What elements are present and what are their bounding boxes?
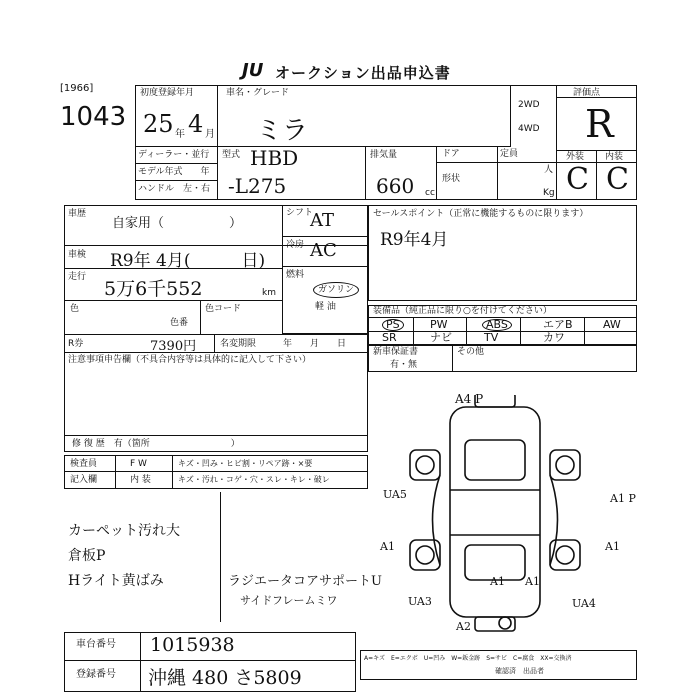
color-code-label: 色コード (205, 304, 242, 314)
damage-mark-6: A1 P (610, 492, 636, 505)
fw-label: F W (130, 459, 147, 469)
shift-label: シフト (286, 208, 314, 218)
plate-value: 沖縄 480 さ5809 (148, 667, 302, 689)
damage-mark-8: UA3 (408, 595, 432, 608)
note-line-1: カーペット汚れ大 (68, 523, 180, 539)
fuel-label: 燃料 (286, 270, 305, 280)
recycle-value: 7390円 (150, 339, 197, 354)
reg-year: 25 (143, 110, 174, 138)
shape-label: 形状 (442, 174, 461, 184)
recycle-label: R券 (68, 339, 84, 349)
damage-mark-5: A1 (525, 575, 540, 588)
equip-ps: PS (382, 319, 404, 331)
cc-unit: cc (425, 188, 435, 198)
drive-2wd: 2WD (518, 100, 540, 110)
note-line-3: Hライト黄ばみ (68, 573, 164, 589)
equip-pw: PW (430, 318, 448, 331)
equip-abs: ABS (482, 319, 512, 331)
damage-mark-10: A2 (456, 620, 471, 633)
form-code: [1966] (60, 83, 94, 94)
car-name-label: 車名・グレード (226, 88, 290, 98)
equip-navi: ナビ (430, 331, 452, 344)
warranty-label: 新車保証書 (373, 347, 419, 357)
inspector-label: 検査員 (70, 459, 98, 469)
model-year-label: モデル年式 年 (138, 167, 210, 177)
ext-score: C (566, 162, 589, 197)
ju-logo: JU (242, 60, 264, 81)
shift-value: AT (310, 210, 335, 231)
writer-label: 記入欄 (70, 475, 98, 485)
equip-leather: カワ (543, 331, 565, 344)
damage-mark-2: UA5 (383, 488, 407, 501)
sales-block (368, 205, 637, 301)
use-label: 車歴 (68, 209, 87, 219)
displacement-label: 排気量 (370, 150, 398, 160)
month-unit: 月 (205, 129, 215, 140)
notes-label: 注意事項申告欄（不具合内容等は具体的に記入して下さい） (68, 355, 312, 365)
equip-aw: AW (603, 318, 621, 331)
form-title: オークション出品申込書 (275, 64, 451, 82)
fuel-diesel: 軽 油 (315, 302, 336, 312)
note-line-5: サイドフレームミワ (240, 594, 338, 607)
person-unit: 人 (544, 165, 554, 175)
equipment-label: 装備品（純正品に限り○を付けてください） (373, 306, 552, 316)
displacement-value: 660 (376, 174, 415, 198)
legend-line-2: 確認済 出品者 (495, 667, 544, 675)
damage-mark-3: A1 (380, 540, 395, 553)
aircon-label: 冷房 (286, 240, 305, 250)
door-label: ドア (442, 149, 460, 159)
eval-score: R (585, 102, 614, 146)
int-label: 内装 (605, 152, 624, 162)
reg-month: 4 (188, 110, 204, 138)
kg-unit: Kg (543, 188, 555, 198)
sales-value: R9年4月 (380, 230, 449, 250)
equip-sr: SR (382, 331, 397, 344)
ext-label: 外装 (566, 152, 585, 162)
inspection-label: 車検 (68, 250, 87, 260)
note-line-2: 倉板P (68, 548, 106, 564)
chassis-value: 1015938 (150, 634, 235, 656)
damage-mark-4: A1 (490, 575, 505, 588)
sales-label: セールスポイント（正常に機能するものに限ります） (373, 209, 589, 219)
dealer-label: ディーラー・並行 (138, 150, 210, 160)
handle-label: ハンドル 左・右 (138, 184, 211, 194)
chassis-label: 車台番号 (76, 639, 116, 650)
type-label: 型式 (222, 150, 241, 160)
equip-tv: TV (484, 331, 499, 344)
mileage-value: 5万6千552 (104, 278, 203, 300)
warranty-value: 有・無 (390, 360, 418, 370)
repair-label: 修 復 歴 有（箇所 ） (72, 439, 240, 449)
plate-label: 登録番号 (76, 669, 116, 680)
damage-mark-9: UA4 (572, 597, 596, 610)
damage-mark-1: A4 P (455, 392, 484, 406)
type-prefix: HBD (250, 146, 299, 170)
year-unit: 年 (175, 129, 185, 140)
legend-1: キズ・凹み・ヒビ割・リペア跡・×要 (178, 459, 313, 468)
eval-label: 評価点 (573, 88, 601, 98)
legend-line-1: A=キズ E=エクボ U=凹み W=鈑金跡 S=サビ C=腐食 XX=交換済 (364, 655, 572, 662)
color-label: 色 (70, 304, 80, 314)
first-reg-label: 初度登録年月 (140, 88, 195, 98)
int-score: C (606, 162, 629, 197)
warranty-other-label: その他 (457, 347, 485, 357)
damage-mark-7: A1 (605, 540, 620, 553)
interior-label: 内 装 (130, 475, 151, 485)
fuel-gas: ガソリン (313, 282, 359, 298)
drive-4wd: 4WD (518, 124, 540, 134)
mileage-label: 走行 (68, 272, 87, 282)
note-line-4: ラジエータコアサポートU (228, 574, 382, 589)
inspection-value: R9年 4月( 日) (110, 251, 266, 271)
type-model: -L275 (228, 174, 287, 198)
color-number-label: 色番 (170, 318, 189, 328)
capacity-label: 定員 (500, 149, 519, 159)
legend-2: キズ・汚れ・コゲ・穴・スレ・キレ・破レ (178, 475, 330, 484)
equip-airbag: エアB (543, 318, 573, 331)
car-name: ミラ (256, 116, 309, 146)
use-value: 自家用（ ） (112, 216, 243, 231)
title-change-label: 名変期限 年 月 日 (220, 339, 347, 349)
aircon-value: AC (310, 240, 337, 261)
lot-number: 1043 (60, 102, 127, 132)
km-unit: km (262, 288, 276, 298)
